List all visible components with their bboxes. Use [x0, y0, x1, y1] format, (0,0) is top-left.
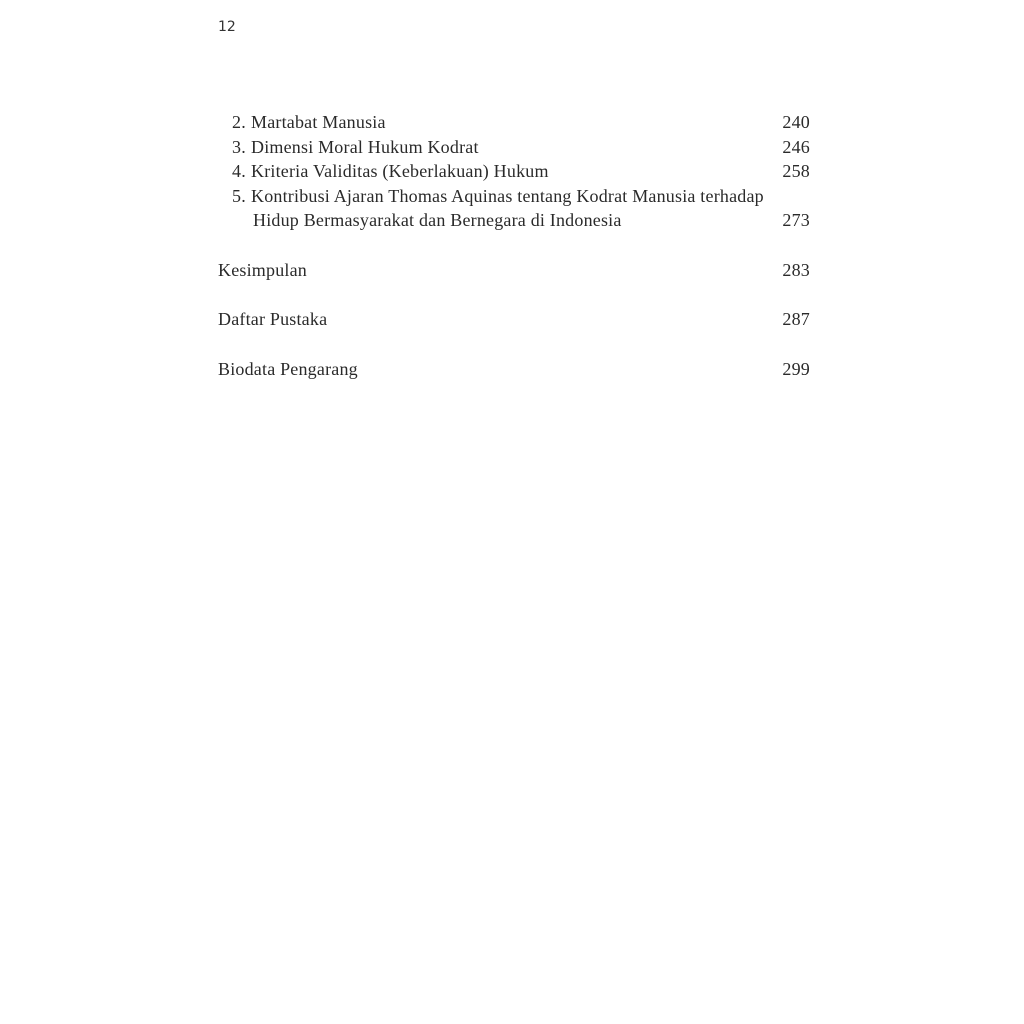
toc-entry-number: 5. — [232, 185, 246, 206]
toc-entry-page: 273 — [782, 210, 810, 230]
toc-entry-title: Kesimpulan — [218, 259, 307, 280]
toc-entry-title: Kontribusi Ajaran Thomas Aquinas tentang Kodrat Manusia terhadap — [251, 185, 764, 206]
toc-spacer — [218, 233, 810, 258]
toc-entry-title: Biodata Pengarang — [218, 358, 358, 379]
toc-entry-title: Martabat Manusia — [251, 112, 386, 132]
toc-entry-kriteria-validitas[interactable] — [218, 159, 810, 184]
table-of-contents — [218, 110, 810, 381]
page-number: 12 — [218, 19, 236, 35]
toc-entry-biodata-pengarang[interactable] — [218, 357, 810, 382]
toc-entry-number: 2. — [232, 112, 246, 132]
toc-entry-number: 3. — [232, 136, 246, 157]
toc-entry-page: 258 — [782, 161, 810, 181]
toc-entry-title: Dimensi Moral Hukum Kodrat — [251, 136, 479, 157]
toc-spacer — [218, 332, 810, 357]
toc-entry-title: Hidup Bermasyarakat dan Bernegara di Indonesia — [253, 210, 622, 230]
toc-entry-page: 283 — [782, 259, 810, 280]
toc-entry-number: 4. — [232, 161, 246, 181]
toc-entry-page: 299 — [782, 358, 810, 379]
toc-entry-kontribusi-ajaran[interactable] — [218, 184, 810, 209]
toc-entry-page: 246 — [782, 136, 810, 157]
toc-spacer — [218, 282, 810, 307]
toc-entry-dimensi-moral[interactable] — [218, 135, 810, 160]
toc-entry-title: Daftar Pustaka — [218, 309, 328, 329]
toc-entry-kesimpulan[interactable] — [218, 258, 810, 283]
toc-entry-martabat-manusia[interactable] — [218, 110, 810, 135]
toc-entry-title: Kriteria Validitas (Keberlakuan) Hukum — [251, 161, 549, 181]
toc-entry-kontribusi-ajaran-continued[interactable] — [218, 208, 810, 233]
toc-entry-page: 287 — [782, 309, 810, 329]
toc-entry-daftar-pustaka[interactable] — [218, 307, 810, 332]
toc-entry-page: 240 — [782, 112, 810, 132]
